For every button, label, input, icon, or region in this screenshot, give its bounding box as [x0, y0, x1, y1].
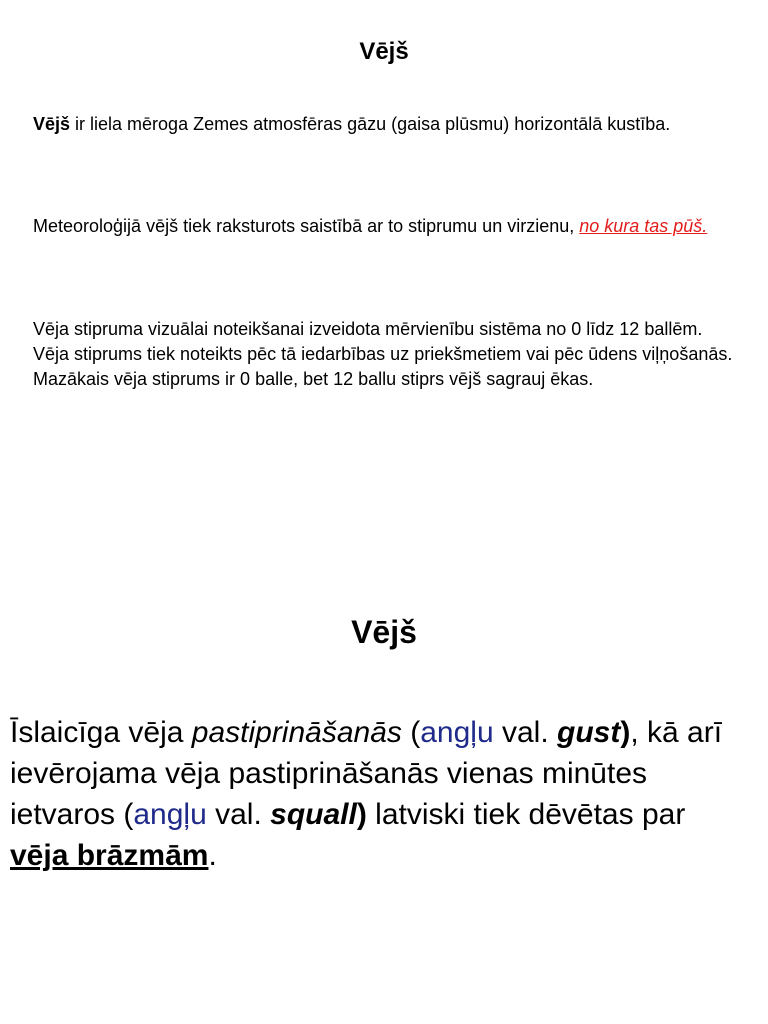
- gust-highlight-term: vēja brāzmām: [10, 839, 209, 872]
- definition-paragraph: [33, 112, 733, 137]
- gust-text-4: , kā arī ievērojama vēja pastiprināšanās vienas minūtes ietvaros (: [10, 716, 723, 831]
- gust-text-7: .: [208, 839, 217, 872]
- slide-2: [0, 590, 768, 1024]
- gust-text-2: (: [401, 716, 421, 749]
- gust-text-6-paren: ): [356, 798, 367, 831]
- gust-text-5: val.: [206, 798, 271, 831]
- definition-text: ir liela mēroga Zemes atmosfēras gāzu (gaisa plūsmu) horizontālā kustība.: [70, 114, 671, 134]
- english-link-2[interactable]: angļu: [133, 798, 207, 831]
- squall-english-term: squall: [270, 798, 357, 831]
- gust-text-1: Īslaicīga vēja: [10, 716, 192, 749]
- english-link-1[interactable]: angļu: [420, 716, 494, 749]
- meteorology-paragraph: [33, 214, 733, 239]
- strength-scale-paragraph: Vēja stipruma vizuālai noteikšanai izveidota mērvienību sistēma no 0 līdz 12 ballēm. Vēja stiprums tiek noteikts pēc tā iedarbības uz priekšmetiem vai pēc ūdens viļņošanās. Mazākais vēja stiprums ir 0 balle, bet 12 ballu stiprs vējš sagrauj ēkas.: [33, 319, 733, 389]
- direction-link[interactable]: no kura tas pūš.: [579, 216, 708, 236]
- gust-paragraph: [10, 712, 750, 876]
- gust-text-6: latviski tiek dēvētas par: [366, 798, 686, 831]
- gust-english-term: gust: [557, 716, 621, 749]
- gust-text-4-paren: ): [620, 716, 631, 749]
- slide-1-title: Vējš: [359, 38, 409, 65]
- meteorology-text: Meteoroloģijā vējš tiek raksturots saistībā ar to stiprumu un virzienu,: [33, 216, 580, 236]
- gust-text-3: val.: [493, 716, 557, 749]
- slide-2-title: Vējš: [351, 614, 417, 650]
- gust-italic-term: pastiprināšanās: [191, 716, 402, 749]
- definition-term: Vējš: [33, 114, 71, 134]
